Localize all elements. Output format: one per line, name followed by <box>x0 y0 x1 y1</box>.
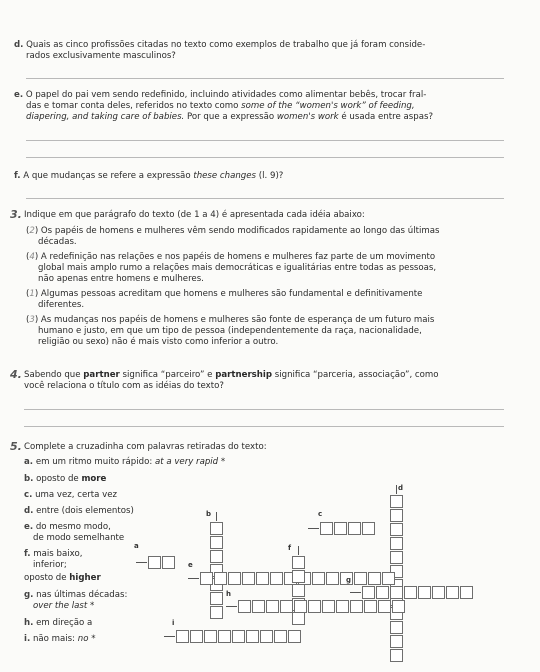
question-d: d. Quais as cinco profissões citadas no texto como exemplos de trabalho que já foram conside- <box>14 40 426 50</box>
crossword-cell[interactable] <box>242 572 255 585</box>
q3-item-1: (2) Os papéis de homens e mulheres vêm sendo modificados rapidamente ao longo das últimas <box>26 226 440 236</box>
answer-line[interactable] <box>26 198 504 199</box>
crossword-arrow-d <box>396 485 397 494</box>
crossword-cell[interactable] <box>446 586 459 599</box>
crossword-cell[interactable] <box>390 523 403 536</box>
crossword-cell[interactable] <box>190 630 203 643</box>
question-5-intro: Complete a cruzadinha com palavras retiradas do texto: <box>24 442 267 452</box>
q3-item-2-line3: não apenas entre homens e mulheres. <box>38 274 204 284</box>
clue-f-line2: inferior; <box>33 560 67 570</box>
crossword-cell[interactable] <box>390 621 403 634</box>
crossword-cell[interactable] <box>246 630 259 643</box>
crossword-cell[interactable] <box>404 586 417 599</box>
crossword-cell[interactable] <box>378 600 391 613</box>
crossword-arrow-a <box>136 562 147 563</box>
crossword-cell[interactable] <box>364 600 377 613</box>
question-4-line2: você relaciona o título com as idéias do texto? <box>24 381 224 391</box>
crossword-cell[interactable] <box>292 612 305 625</box>
crossword-cell[interactable] <box>210 536 223 549</box>
crossword-cell[interactable] <box>210 606 223 619</box>
crossword-cell[interactable] <box>354 572 367 585</box>
crossword-cell[interactable] <box>390 537 403 550</box>
question-d-line2: rados exclusivamente masculinos? <box>26 51 176 61</box>
crossword-cell[interactable] <box>390 551 403 564</box>
q3-item-4: (3) As mudanças nos papéis de homens e mulheres são fonte de esperança de um futuro mais <box>26 315 435 325</box>
crossword-cell[interactable] <box>274 630 287 643</box>
q3-item-1-line2: décadas. <box>38 237 77 247</box>
crossword-cell[interactable] <box>320 522 333 535</box>
crossword-cell[interactable] <box>382 572 395 585</box>
crossword-cell[interactable] <box>228 572 241 585</box>
crossword-cell[interactable] <box>232 630 245 643</box>
crossword-cell[interactable] <box>292 570 305 583</box>
q3-item-4-line3: religião ou sexo) não é mais visto como inferior a outro. <box>38 337 279 347</box>
clue-b: b. oposto de more <box>24 474 107 484</box>
q3-item-4-line2: humano e justo, em que um tipo de pessoa (independentemente da raça, nacionalidade, <box>38 326 422 336</box>
crossword-cell[interactable] <box>390 586 403 599</box>
answer-line[interactable] <box>26 157 504 158</box>
crossword-cell[interactable] <box>200 572 213 585</box>
clue-d: d. entre (dois elementos) <box>24 506 134 516</box>
crossword-cell[interactable] <box>362 522 375 535</box>
question-4-number: 4. <box>10 368 22 381</box>
crossword-cell[interactable] <box>204 630 217 643</box>
clue-e: e. do mesmo modo, <box>24 522 111 532</box>
answer-line[interactable] <box>24 409 504 410</box>
question-4: Sabendo que partner significa “parceiro” e partnership significa “parceria, associação”, como <box>24 370 439 380</box>
crossword-cell[interactable] <box>210 522 223 535</box>
clue-a: a. em um ritmo muito rápido: at a very rapid * <box>24 457 226 467</box>
crossword-cell[interactable] <box>294 600 307 613</box>
crossword-cell[interactable] <box>260 630 273 643</box>
crossword-cell[interactable] <box>392 600 405 613</box>
crossword-clue-letter-b: b <box>206 510 212 518</box>
crossword-cell[interactable] <box>390 495 403 508</box>
crossword-cell[interactable] <box>256 572 269 585</box>
question-f: f. A que mudanças se refere a expressão these changes (l. 9)? <box>14 171 284 181</box>
crossword-arrow-i <box>164 636 175 637</box>
question-e-line3: diapering, and taking care of babies. Por que a expressão women's work é usada entre aspas? <box>26 112 434 122</box>
crossword-arrow-c <box>308 528 319 529</box>
crossword-cell[interactable] <box>292 584 305 597</box>
crossword-arrow-f <box>298 546 299 555</box>
crossword-cell[interactable] <box>312 572 325 585</box>
crossword-cell[interactable] <box>418 586 431 599</box>
crossword-cell[interactable] <box>280 600 293 613</box>
clue-g: g. nas últimas décadas: <box>24 590 128 600</box>
crossword-clue-letter-e: e <box>188 561 193 569</box>
crossword-cell[interactable] <box>176 630 189 643</box>
clue-f-line3: oposto de higher <box>24 573 101 583</box>
crossword-cell[interactable] <box>326 572 339 585</box>
question-5-number: 5. <box>10 440 22 453</box>
crossword-clue-letter-h: h <box>226 590 231 598</box>
crossword-cell[interactable] <box>308 600 321 613</box>
crossword-cell[interactable] <box>432 586 445 599</box>
crossword-cell[interactable] <box>390 649 403 662</box>
crossword-cell[interactable] <box>266 600 279 613</box>
crossword-cell[interactable] <box>292 556 305 569</box>
crossword-cell[interactable] <box>376 586 389 599</box>
crossword-cell[interactable] <box>148 556 161 569</box>
answer-line[interactable] <box>26 78 504 79</box>
crossword-clue-letter-a: a <box>134 542 139 550</box>
crossword-cell[interactable] <box>390 635 403 648</box>
crossword-cell[interactable] <box>218 630 231 643</box>
crossword-arrow-h <box>226 606 237 607</box>
crossword-cell[interactable] <box>322 600 335 613</box>
clue-h: h. em direção a <box>24 618 93 628</box>
crossword-cell[interactable] <box>270 572 283 585</box>
crossword-cell[interactable] <box>252 600 265 613</box>
crossword-clue-letter-f: f <box>288 544 292 552</box>
q3-item-3-line2: diferentes. <box>38 300 85 310</box>
crossword-cell[interactable] <box>368 572 381 585</box>
crossword-arrow-g <box>350 592 361 593</box>
crossword-cell[interactable] <box>350 600 363 613</box>
crossword-cell[interactable] <box>288 630 301 643</box>
crossword-cell[interactable] <box>210 550 223 563</box>
answer-line[interactable] <box>24 426 504 427</box>
answer-line[interactable] <box>26 140 504 141</box>
crossword-cell[interactable] <box>390 509 403 522</box>
crossword-cell[interactable] <box>460 586 473 599</box>
question-e: e. O papel do pai vem sendo redefinido, incluindo atividades como alimentar bebês, trocar fral- <box>14 90 427 100</box>
crossword-clue-letter-d: d <box>398 484 404 492</box>
clue-c: c. uma vez, certa vez <box>24 490 118 500</box>
clue-f: f. mais baixo, <box>24 549 83 559</box>
crossword-clue-letter-c: c <box>318 510 323 518</box>
crossword-clue-letter-i: i <box>172 619 175 627</box>
crossword-cell[interactable] <box>336 600 349 613</box>
crossword-arrow-e <box>188 578 199 579</box>
q3-item-3: (1) Algumas pessoas acreditam que homens e mulheres são fundamental e definitivamente <box>26 289 423 299</box>
crossword-cell[interactable] <box>334 522 347 535</box>
clue-g-line2: over the last * <box>33 601 95 611</box>
q3-item-2-line2: global mais amplo rumo a relações mais democráticas e igualitárias entre todas as pessoas, <box>38 263 437 273</box>
q3-item-2: (4) A redefinição nas relações e nos papéis de homens e mulheres faz parte de um movimento <box>26 252 436 262</box>
question-3-number: 3. <box>10 208 22 221</box>
crossword-cell[interactable] <box>362 586 375 599</box>
crossword-clue-letter-g: g <box>346 576 352 584</box>
clue-e-line2: de modo semelhante <box>33 533 125 543</box>
crossword-arrow-b <box>216 512 217 521</box>
question-3-intro: Indique em que parágrafo do texto (de 1 a 4) é apresentada cada idéia abaixo: <box>24 210 365 220</box>
clue-i: i. não mais: no * <box>24 634 96 644</box>
crossword-cell[interactable] <box>348 522 361 535</box>
crossword-cell[interactable] <box>214 572 227 585</box>
crossword-cell[interactable] <box>210 592 223 605</box>
crossword-cell[interactable] <box>238 600 251 613</box>
crossword-cell[interactable] <box>162 556 175 569</box>
question-e-line2: das e tomar conta deles, referidos no texto como some of the “women's work” of feeding, <box>26 101 415 111</box>
